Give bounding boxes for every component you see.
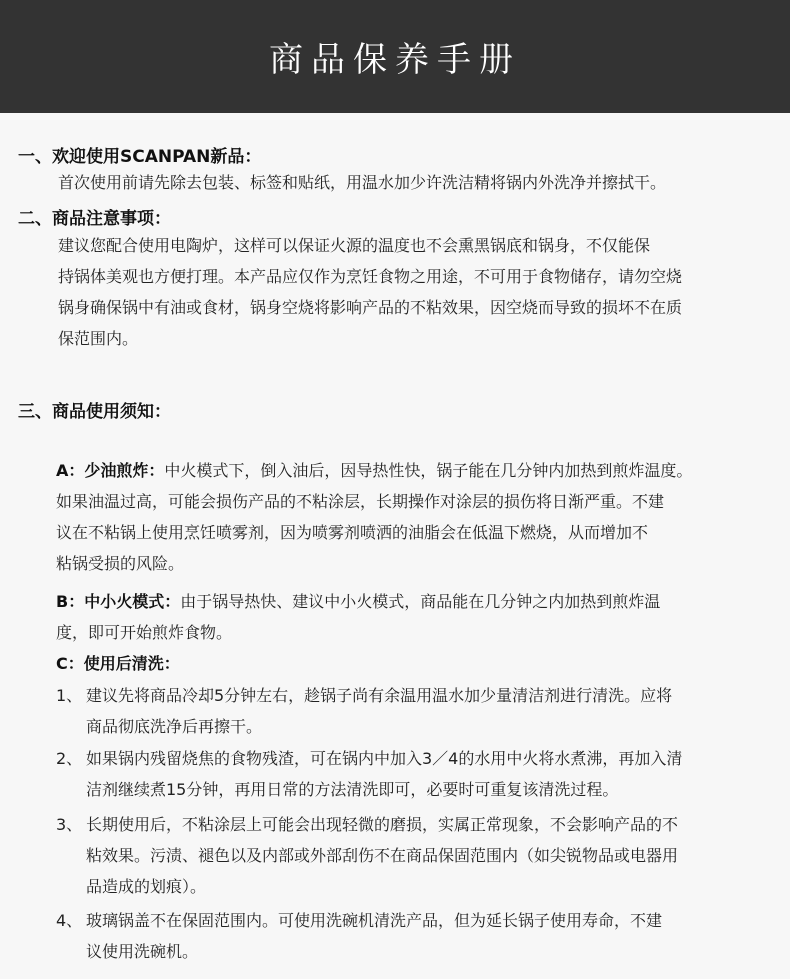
notes-line: 锅身确保锅中有油或食材，锅身空烧将影响产品的不粘效果，因空烧而导致的损坏不在质 <box>58 298 683 317</box>
usage-c-heading <box>56 648 781 679</box>
notes-line: 保范围内。 <box>58 329 139 348</box>
usage-b-text: 由于锅导热快、建议中小火模式，商品能在几分钟之内加热到煎炸温 <box>180 592 661 611</box>
cleaning-item-line: 玻璃锅盖不在保固范围内。可使用洗碗机清洗产品，但为延长锅子使用寿命，不建 <box>86 911 663 930</box>
cleaning-item-line: 商品彻底洗净后再擦干。 <box>86 717 263 736</box>
cleaning-item-line: 如果锅内残留烧焦的食物残渣，可在锅内中加入3／4的水用中火将水煮沸，再加入清 <box>86 749 683 768</box>
notes-line: 持锅体美观也方便打理。本产品应仅作为烹饪食物之用途，不可用于食物储存，请勿空烧 <box>58 267 683 286</box>
cleaning-item-number: 4、 <box>56 911 83 930</box>
cleaning-item-2 <box>56 743 781 805</box>
cleaning-item-line: 洁剂继续煮15分钟，再用日常的方法清洗即可，必要时可重复该清洗过程。 <box>86 780 619 799</box>
header-banner <box>0 0 790 113</box>
cleaning-item-1 <box>56 680 781 742</box>
cleaning-item-line: 长期使用后，不粘涂层上可能会出现轻微的磨损，实属正常现象，不会影响产品的不 <box>86 815 679 834</box>
cleaning-item-line: 议使用洗碗机。 <box>86 942 199 961</box>
usage-a-text: 中火模式下，倒入油后，因导热性快，锅子能在几分钟内加热到煎炸温度。 <box>164 461 693 480</box>
section-heading-usage: 三、商品使用须知： <box>18 402 171 422</box>
usage-c-label: C：使用后清洗： <box>56 654 180 673</box>
section-heading-welcome: 一、欢迎使用SCANPAN新品： <box>18 147 262 167</box>
usage-a-line: 粘锅受损的风险。 <box>56 554 185 573</box>
section-heading-notes: 二、商品注意事项： <box>18 209 171 229</box>
usage-b-paragraph <box>56 586 781 648</box>
cleaning-item-line: 品造成的划痕）。 <box>86 877 207 896</box>
usage-a-label: A：少油煎炸： <box>56 461 165 480</box>
cleaning-item-line: 粘效果。污渍、褪色以及内部或外部刮伤不在商品保固范围内（如尖锐物品或电器用 <box>86 846 679 865</box>
notes-paragraph <box>58 230 778 354</box>
page-title: 商品保养手册 <box>269 40 521 80</box>
usage-a-line: 如果油温过高，可能会损伤产品的不粘涂层，长期操作对涂层的损伤将日渐严重。不建 <box>56 492 665 511</box>
usage-a-first-line <box>56 455 781 486</box>
cleaning-item-line: 建议先将商品冷却5分钟左右，趁锅子尚有余温用温水加少量清洁剂进行清洗。应将 <box>86 686 673 705</box>
usage-b-label: B：中小火模式： <box>56 592 181 611</box>
usage-b-line: 度，即可开始煎炸食物。 <box>56 623 233 642</box>
usage-b-first-line <box>56 586 781 617</box>
notes-line: 建议您配合使用电陶炉，这样可以保证火源的温度也不会熏黑锅底和锅身，不仅能保 <box>58 236 651 255</box>
cleaning-item-number: 2、 <box>56 749 83 768</box>
cleaning-item-number: 1、 <box>56 686 83 705</box>
welcome-text: 首次使用前请先除去包装、标签和贴纸，用温水加少许洗洁精将锅内外洗净并擦拭干。 <box>58 173 667 192</box>
usage-a-paragraph <box>56 455 781 579</box>
cleaning-item-3 <box>56 809 781 902</box>
cleaning-item-4 <box>56 905 781 967</box>
usage-a-line: 议在不粘锅上使用烹饪喷雾剂，因为喷雾剂喷洒的油脂会在低温下燃烧，从而增加不 <box>56 523 649 542</box>
cleaning-item-number: 3、 <box>56 815 83 834</box>
